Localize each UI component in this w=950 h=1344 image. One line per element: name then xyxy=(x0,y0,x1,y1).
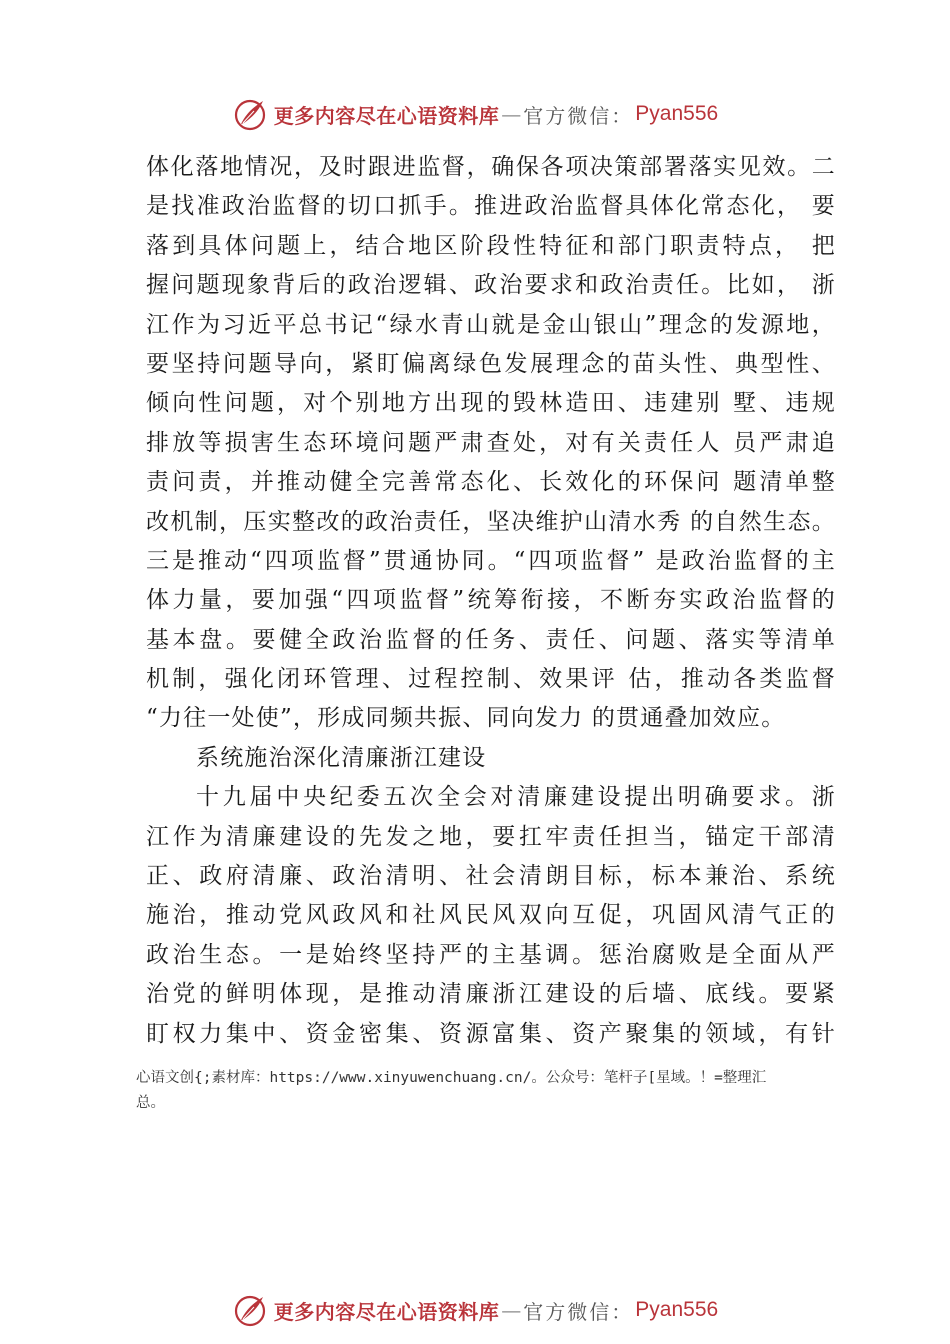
banner-official-label: 官方微信： xyxy=(523,1299,634,1324)
body-line-7: 倾向性问题，对个别地方出现的毁林造田、违建别 墅、违规 xyxy=(146,390,836,417)
quill-pen-logo-icon xyxy=(232,96,268,132)
para2-line-2: 正、政府清廉、政治清明、社会清朗目标，标本兼治、系统 xyxy=(146,863,836,890)
para2-line-6: 盯权力集中、资金密集、资源富集、资产聚集的领域，有针 xyxy=(146,1020,836,1047)
para2-first-line: 十九届中央纪委五次全会对清廉建设提出明确要求。浙 xyxy=(196,784,836,811)
banner-official-label: 官方微信： xyxy=(523,103,634,128)
para2-line-4: 政治生态。一是始终坚持严的主基调。惩治腐败是全面从严 xyxy=(146,941,836,968)
banner-wechat-handle: Pyan556 xyxy=(635,102,719,125)
source-footnote xyxy=(136,1066,836,1116)
document-body xyxy=(146,148,836,1054)
body-line-2: 是找准政治监督的切口抓手。推进政治监督具体化常态化， 要 xyxy=(146,193,836,220)
footnote-line-1: 心语文创{;素材库：https://www.xinyuwenchuang.cn/。公众号：笔杆子[星域。！=整理汇 xyxy=(136,1070,767,1086)
body-line-12: 体力量，要加强“四项监督”统筹衔接，不断夯实政治监督的 xyxy=(146,587,836,614)
section-heading: 系统施治深化清廉浙江建设 xyxy=(196,744,487,771)
body-line-13: 基本盘。要健全政治监督的任务、责任、问题、落实等清单 xyxy=(146,626,836,653)
body-line-9: 责问责，并推动健全完善常态化、长效化的环保问 题清单整 xyxy=(146,469,836,496)
banner-title: 更多内容尽在心语资料库 xyxy=(273,103,500,128)
quill-pen-logo-icon xyxy=(232,1292,268,1328)
footnote-line-2: 总。 xyxy=(136,1095,165,1111)
banner-dash: — xyxy=(501,102,522,126)
body-line-6: 要坚持问题导向，紧盯偏离绿色发展理念的苗头性、典型性、 xyxy=(146,350,836,377)
banner-dash: — xyxy=(501,1298,522,1322)
footer-banner xyxy=(0,1288,950,1332)
para2-line-3: 施治，推动党风政风和社风民风双向互促，巩固风清气正的 xyxy=(146,902,836,929)
para2-line-1: 江作为清廉建设的先发之地，要扛牢责任担当，锚定干部清 xyxy=(146,823,836,850)
body-line-11: 三是推动“四项监督”贯通协同。“四项监督” 是政治监督的主 xyxy=(146,547,836,574)
header-banner xyxy=(0,92,950,136)
body-line-14: 机制，强化闭环管理、过程控制、效果评 估，推动各类监督 xyxy=(146,666,836,693)
body-line-10: 改机制，压实整改的政治责任，坚决维护山清水秀 的自然生态。 xyxy=(146,508,836,535)
body-line-1: 体化落地情况，及时跟进监督，确保各项决策部署落实见效。二 xyxy=(146,154,836,180)
body-line-5: 江作为习近平总书记“绿水青山就是金山银山”理念的发源地， xyxy=(146,311,836,338)
body-line-15: “力往一处使”，形成同频共振、同向发力 的贯通叠加效应。 xyxy=(146,705,786,732)
body-line-4: 握问题现象背后的政治逻辑、政治要求和政治责任。比如， 浙 xyxy=(146,272,836,299)
body-line-3: 落到具体问题上，结合地区阶段性特征和部门职责特点， 把 xyxy=(146,232,836,259)
banner-title: 更多内容尽在心语资料库 xyxy=(273,1299,500,1324)
banner-wechat-handle: Pyan556 xyxy=(635,1298,719,1321)
body-line-8: 排放等损害生态环境问题严肃查处，对有关责任人 员严肃追 xyxy=(146,429,836,456)
para2-line-5: 治党的鲜明体现，是推动清廉浙江建设的后墙、底线。要紧 xyxy=(146,981,836,1008)
